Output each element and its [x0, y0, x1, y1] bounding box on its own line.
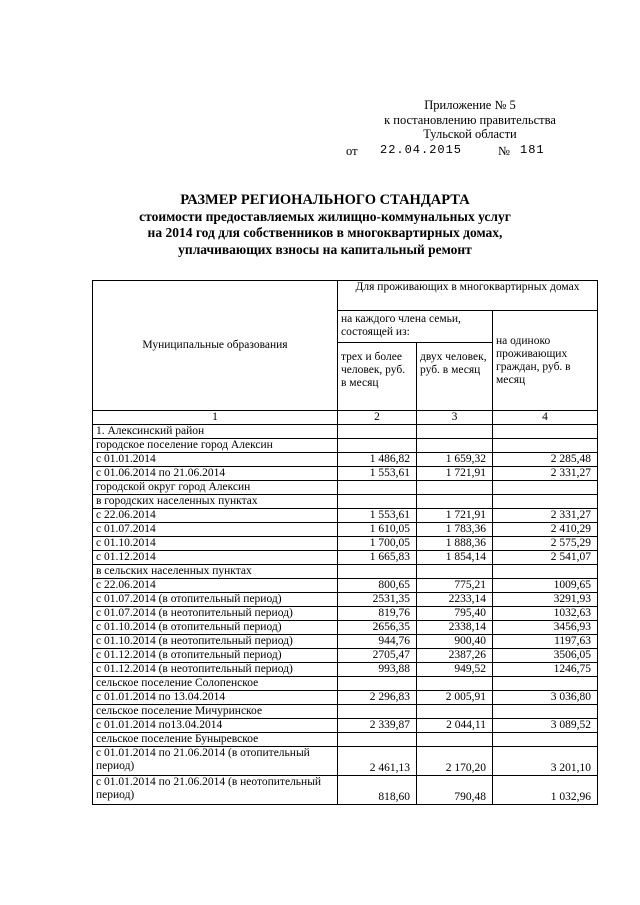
row-label: городское поселение город Алексин [93, 439, 338, 453]
value-three-more [338, 425, 417, 439]
value-three-more: 944,76 [338, 635, 417, 649]
table-row [93, 467, 598, 481]
table-row [93, 579, 598, 593]
value-three-more [338, 705, 417, 719]
value-two: 1 721,91 [417, 467, 493, 481]
row-label: с 01.12.2014 (в отопительный период) [93, 649, 338, 663]
value-single [493, 495, 598, 509]
header-single: на одиноко проживающих граждан, руб. в месяц [493, 311, 598, 411]
value-two: 2 044,11 [417, 719, 493, 733]
table-row [93, 663, 598, 677]
value-three-more: 2 296,83 [338, 691, 417, 705]
document-title [60, 192, 590, 258]
value-single [493, 425, 598, 439]
header-municipal: Муниципальные образования [93, 281, 338, 411]
value-three-more: 1 665,83 [338, 551, 417, 565]
value-single: 2 541,07 [493, 551, 598, 565]
table-row [93, 551, 598, 565]
value-two: 795,40 [417, 607, 493, 621]
row-label: с 01.12.2014 (в неотопительный период) [93, 663, 338, 677]
table-body [93, 425, 598, 805]
value-three-more: 2 339,87 [338, 719, 417, 733]
row-label: с 01.01.2014 по 21.06.2014 (в неотопительный период) [93, 776, 338, 805]
title-line-4: уплачивающих взносы на капитальный ремонт [178, 241, 472, 257]
table-row [93, 705, 598, 719]
value-three-more: 1 553,61 [338, 509, 417, 523]
row-label: с 01.07.2014 [93, 523, 338, 537]
table-row [93, 607, 598, 621]
header-two: двух человек, руб. в месяц [417, 343, 493, 411]
column-number-4: 4 [493, 411, 598, 425]
value-single: 1197,63 [493, 635, 598, 649]
value-three-more [338, 495, 417, 509]
value-single: 2 285,48 [493, 453, 598, 467]
value-two: 1 888,36 [417, 537, 493, 551]
table-row [93, 453, 598, 467]
value-single: 2 410,29 [493, 523, 598, 537]
header-three-more: трех и более человек, руб. в месяц [338, 343, 417, 411]
appendix-block [340, 98, 600, 142]
decree-number: 181 [520, 143, 545, 157]
value-two [417, 733, 493, 747]
row-label: с 01.10.2014 [93, 537, 338, 551]
value-single: 1 032,96 [493, 776, 598, 805]
value-two [417, 439, 493, 453]
value-single [493, 565, 598, 579]
value-three-more: 1 486,82 [338, 453, 417, 467]
header-apartments: Для проживающих в многоквартирных домах [338, 281, 598, 311]
value-single [493, 439, 598, 453]
table-row [93, 635, 598, 649]
value-single [493, 733, 598, 747]
value-three-more: 818,60 [338, 776, 417, 805]
appendix-decree-ref: к постановлению правительства [384, 112, 556, 127]
table-row [93, 747, 598, 776]
value-single: 2 575,29 [493, 537, 598, 551]
value-three-more: 2531,35 [338, 593, 417, 607]
decree-from-label: от [346, 144, 358, 158]
row-label: 1. Алексинский район [93, 425, 338, 439]
value-two [417, 565, 493, 579]
table-row [93, 537, 598, 551]
row-label: сельское поселение Мичуринское [93, 705, 338, 719]
value-two: 790,48 [417, 776, 493, 805]
value-three-more: 2 461,13 [338, 747, 417, 776]
value-single: 3 089,52 [493, 719, 598, 733]
row-label: с 22.06.2014 [93, 579, 338, 593]
row-label: в сельских населенных пунктах [93, 565, 338, 579]
value-single: 1032,63 [493, 607, 598, 621]
title-line-2: стоимости предоставляемых жилищно-коммунальных услуг [139, 208, 511, 224]
table-row [93, 425, 598, 439]
value-three-more: 1 553,61 [338, 467, 417, 481]
title-line-3: на 2014 год для собственников в многоквартирных домах, [147, 225, 503, 240]
column-number-3: 3 [417, 411, 493, 425]
value-single: 3291,93 [493, 593, 598, 607]
table-row [93, 495, 598, 509]
value-three-more: 1 610,05 [338, 523, 417, 537]
row-label: с 01.01.2014 по13.04.2014 [93, 719, 338, 733]
value-three-more: 800,65 [338, 579, 417, 593]
value-three-more [338, 565, 417, 579]
decree-number-label: № [498, 144, 510, 158]
row-label: с 01.01.2014 по 13.04.2014 [93, 691, 338, 705]
row-label: с 01.07.2014 (в отопительный период) [93, 593, 338, 607]
value-two: 1 659,32 [417, 453, 493, 467]
value-single [493, 481, 598, 495]
value-two: 1 854,14 [417, 551, 493, 565]
row-label: в городских населенных пунктах [93, 495, 338, 509]
table-row [93, 649, 598, 663]
value-two: 2233,14 [417, 593, 493, 607]
value-three-more: 819,76 [338, 607, 417, 621]
table-row [93, 691, 598, 705]
value-two [417, 495, 493, 509]
value-two [417, 677, 493, 691]
value-three-more [338, 733, 417, 747]
row-label: сельское поселение Солопенское [93, 677, 338, 691]
table-row [93, 481, 598, 495]
row-label: с 22.06.2014 [93, 509, 338, 523]
table-row [93, 776, 598, 805]
value-two: 949,52 [417, 663, 493, 677]
column-number-row [93, 411, 598, 425]
table-row [93, 509, 598, 523]
column-number-2: 2 [338, 411, 417, 425]
value-single: 3506,05 [493, 649, 598, 663]
value-two: 900,40 [417, 635, 493, 649]
value-three-more [338, 677, 417, 691]
value-single: 1009,65 [493, 579, 598, 593]
appendix-title: Приложение № 5 [424, 98, 516, 112]
value-single: 1246,75 [493, 663, 598, 677]
value-three-more: 2656,35 [338, 621, 417, 635]
row-label: с 01.12.2014 [93, 551, 338, 565]
table-row [93, 677, 598, 691]
row-label: с 01.10.2014 (в отопительный период) [93, 621, 338, 635]
value-single: 3 201,10 [493, 747, 598, 776]
value-two: 2 170,20 [417, 747, 493, 776]
value-two [417, 425, 493, 439]
row-label: с 01.06.2014 по 21.06.2014 [93, 467, 338, 481]
appendix-region: Тульской области [423, 127, 517, 141]
value-single [493, 677, 598, 691]
row-label: с 01.10.2014 (в неотопительный период) [93, 635, 338, 649]
row-label: с 01.07.2014 (в неотопительный период) [93, 607, 338, 621]
row-label: с 01.01.2014 [93, 453, 338, 467]
table-row [93, 439, 598, 453]
value-three-more: 1 700,05 [338, 537, 417, 551]
table-row [93, 719, 598, 733]
row-label: городской округ город Алексин [93, 481, 338, 495]
row-label: сельское поселение Буныревское [93, 733, 338, 747]
value-two: 1 783,36 [417, 523, 493, 537]
value-two [417, 481, 493, 495]
value-three-more: 2705,47 [338, 649, 417, 663]
header-per-member: на каждого члена семьи, состоящей из: [338, 311, 493, 343]
standard-table [92, 280, 598, 805]
title-line-1: РАЗМЕР РЕГИОНАЛЬНОГО СТАНДАРТА [180, 192, 470, 208]
decree-date: 22.04.2015 [380, 143, 463, 157]
column-number-1: 1 [93, 411, 338, 425]
value-two: 2338,14 [417, 621, 493, 635]
value-single: 2 331,27 [493, 467, 598, 481]
table-row [93, 621, 598, 635]
value-two: 2 005,91 [417, 691, 493, 705]
table-row [93, 565, 598, 579]
value-two: 775,21 [417, 579, 493, 593]
value-two [417, 705, 493, 719]
value-three-more [338, 439, 417, 453]
value-two: 1 721,91 [417, 509, 493, 523]
value-two: 2387,26 [417, 649, 493, 663]
value-single: 3456,93 [493, 621, 598, 635]
row-label: с 01.01.2014 по 21.06.2014 (в отопительный период) [93, 747, 338, 776]
table-row [93, 593, 598, 607]
table-row [93, 733, 598, 747]
value-three-more [338, 481, 417, 495]
value-single: 3 036,80 [493, 691, 598, 705]
value-single [493, 705, 598, 719]
table-row [93, 523, 598, 537]
value-three-more: 993,88 [338, 663, 417, 677]
value-single: 2 331,27 [493, 509, 598, 523]
